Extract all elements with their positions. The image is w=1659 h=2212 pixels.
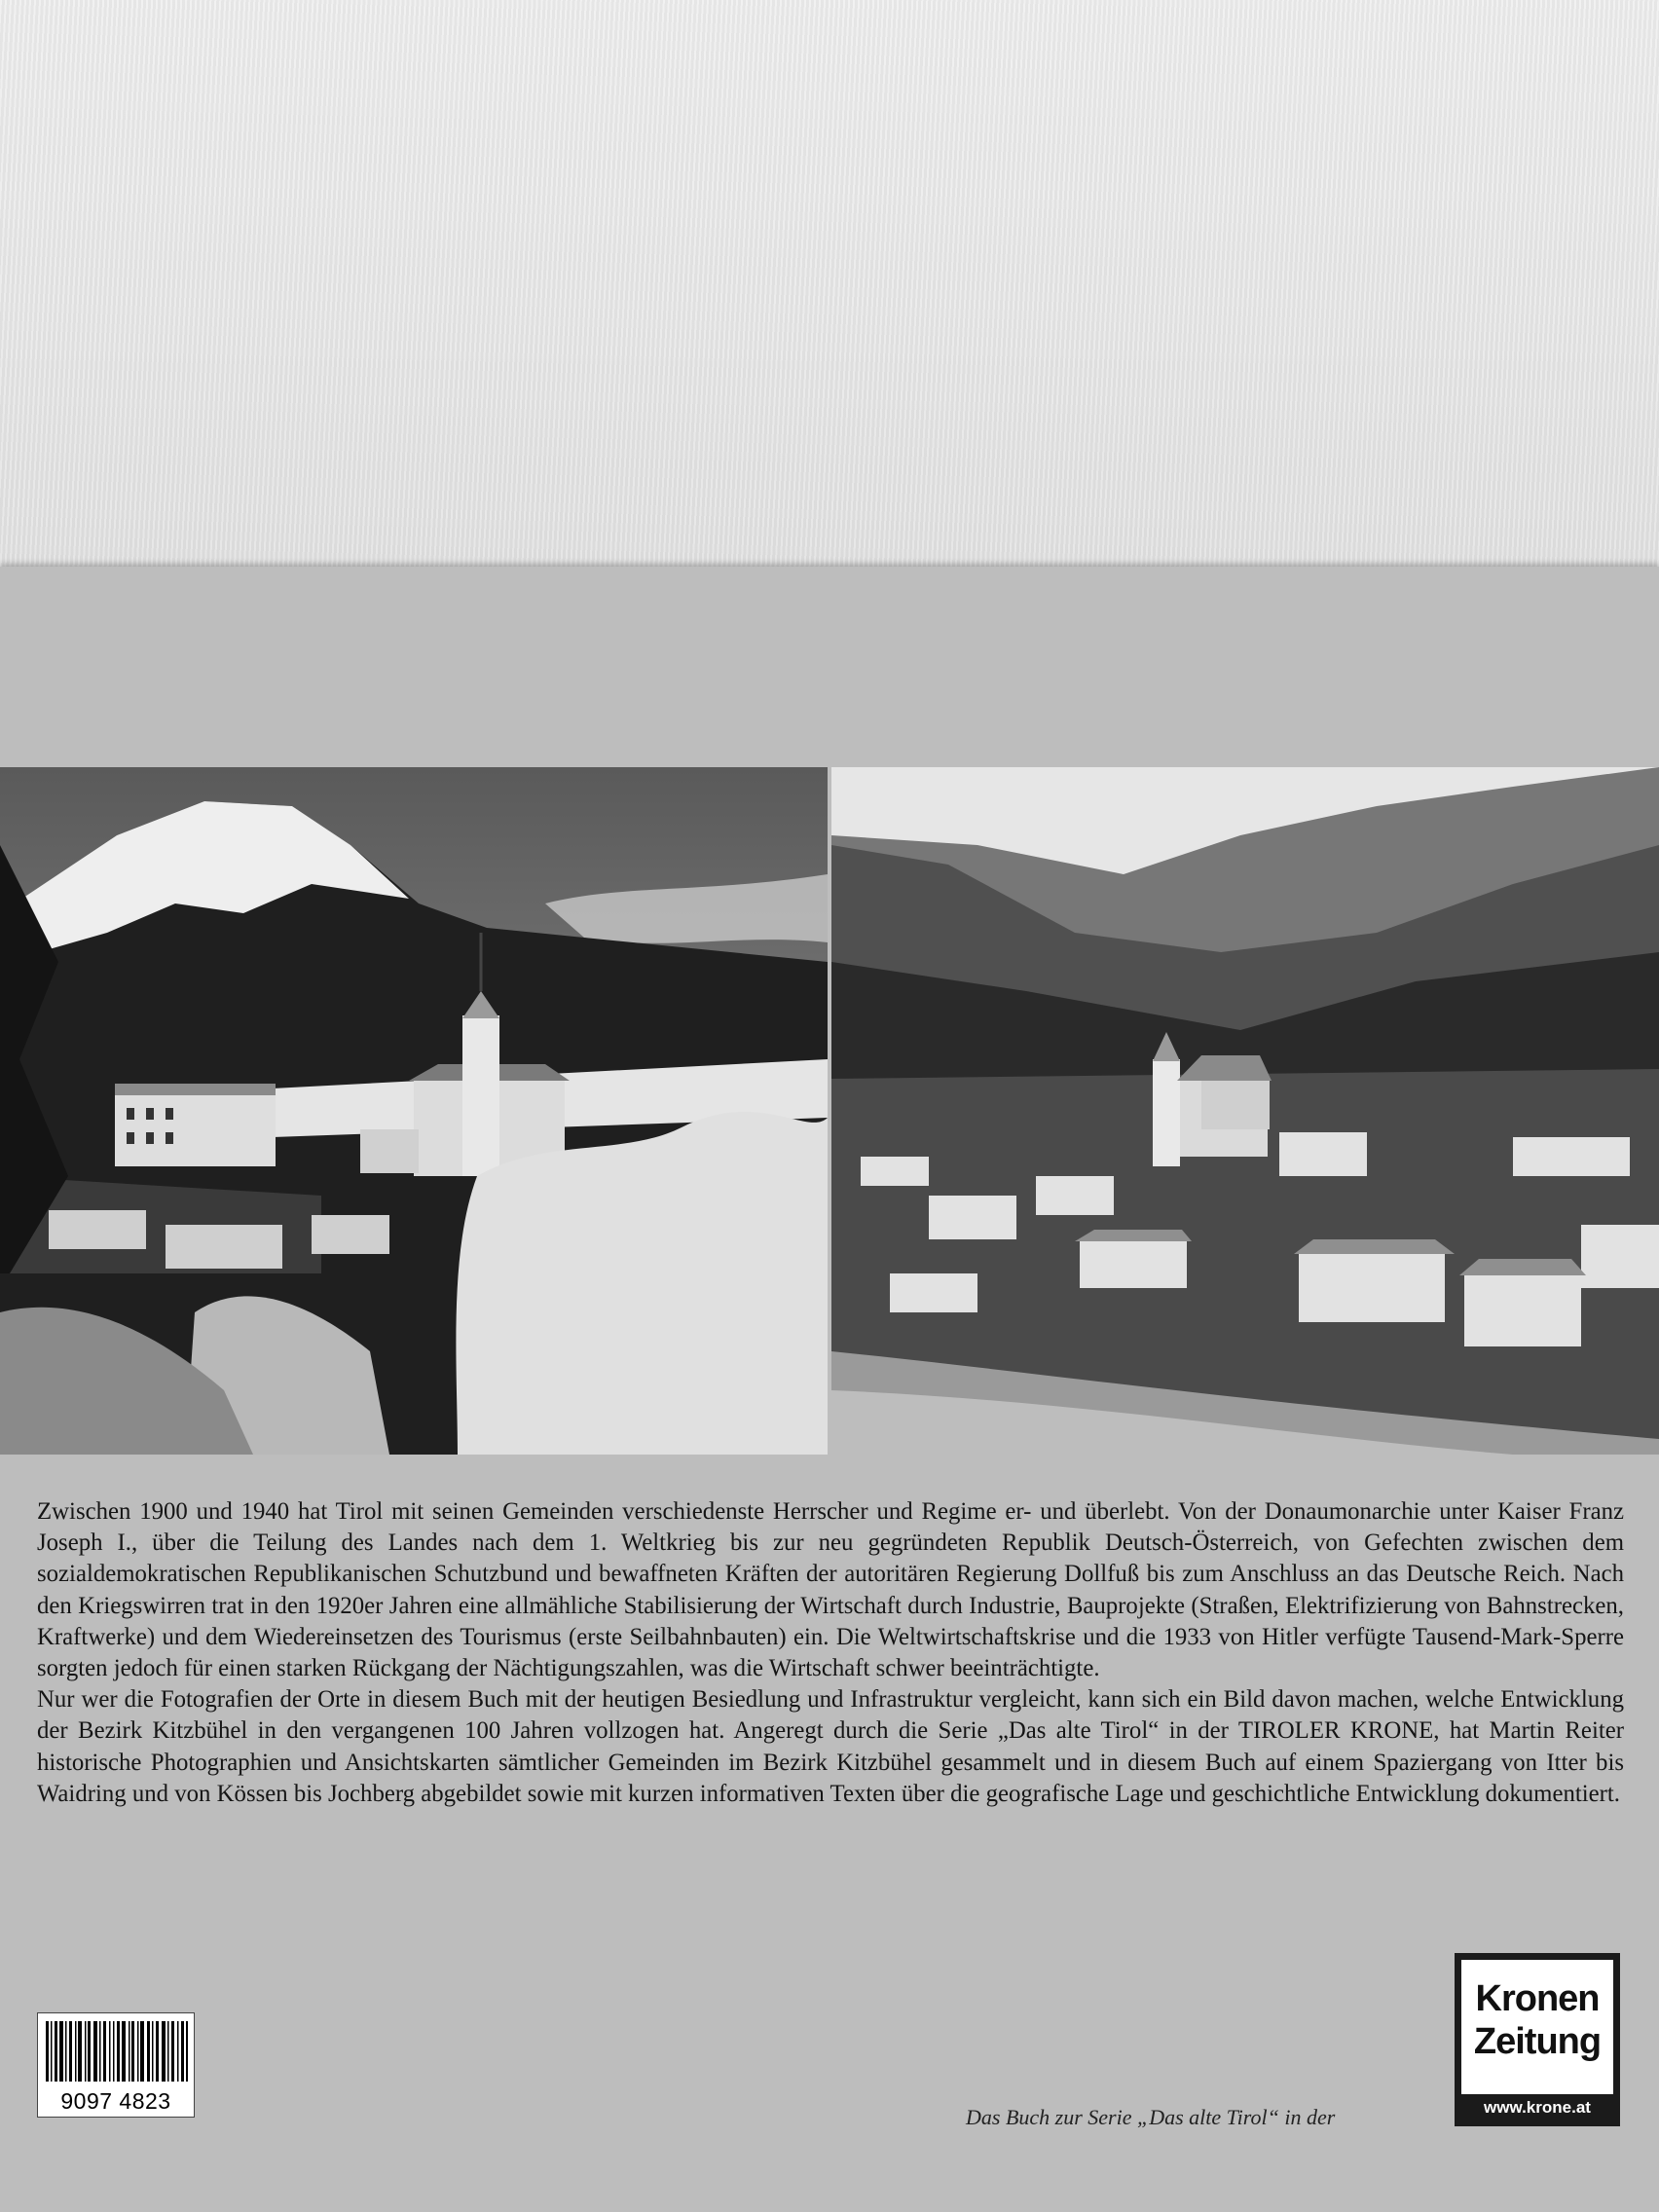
photo-summer-village-valley <box>831 767 1659 1455</box>
description-text <box>37 1496 1624 1810</box>
description-paragraph-2: Nur wer die Fotografien der Orte in diesem Buch mit der heutigen Besiedlung und Infrastruktur vergleicht, kann sich ein Bild davon machen, welche Entwicklung der Bezirk Kitzbühel in den vergangenen 100 Jahren vollzogen hat. Angeregt durch die Serie „Das alte Tirol“ in der TIROLER KRONE, hat Martin Reiter historische Photographien und Ansichtskarten sämtlicher Gemeinden im Bezirk Kitzbühel gesammelt und in diesem Buch auf einem Spaziergang von Itter bis Waidring und von Kössen bis Jochberg abgebildet sowie mit kurzen informativen Texten über die geografische Lage und geschichtliche Entwicklung dokumentiert. <box>37 1686 1624 1807</box>
barcode-bars <box>46 2021 188 2082</box>
logo-line-1: Kronen <box>1475 1978 1600 2019</box>
barcode-number: 9097 4823 <box>60 2088 171 2114</box>
series-tagline: Das Buch zur Serie „Das alte Tirol“ in der <box>966 2105 1336 2129</box>
kronen-zeitung-logo <box>1455 1953 1620 2126</box>
photo-winter-village-church <box>0 767 828 1455</box>
logo-line-2: Zeitung <box>1473 2021 1602 2062</box>
logo-wordmark <box>1461 1960 1613 2094</box>
description-paragraph-1: Zwischen 1900 und 1940 hat Tirol mit seinen Gemeinden verschiedenste Herrscher und Regime er- und überlebt. Von der Donaumonarchie unter Kaiser Franz Joseph I., über die Teilung des Landes nach dem 1. Weltkrieg bis zur neu gegründeten Republik Deutsch-Österreich, von Gefechten zwischen dem sozialdemokratischen Republikanischen Schutzbund und bewaffneten Kräften der autoritären Regierung Dollfuß bis zum Anschluss an das Deutsche Reich. Nach den Kriegswirren trat in den 1920er Jahren eine allmähliche Stabilisierung der Wirtschaft durch Industrie, Bauprojekte (Straßen, Elektrifizierung von Bahnstrecken, Kraftwerke) und dem Wiedereinsetzen des Tourismus (erste Seilbahnbauten) ein. Die Weltwirtschaftskrise und die 1933 von Hitler verfügte Tausend-Mark-Sperre sorgten jedoch für einen starken Rückgang der Nächtigungszahlen, was die Wirtschaft schwer beeinträchtigte. <box>37 1498 1624 1682</box>
background-surface <box>0 0 1659 574</box>
barcode <box>37 2012 195 2118</box>
book-back-cover <box>0 567 1659 2212</box>
logo-url: www.krone.at <box>1484 2098 1591 2117</box>
